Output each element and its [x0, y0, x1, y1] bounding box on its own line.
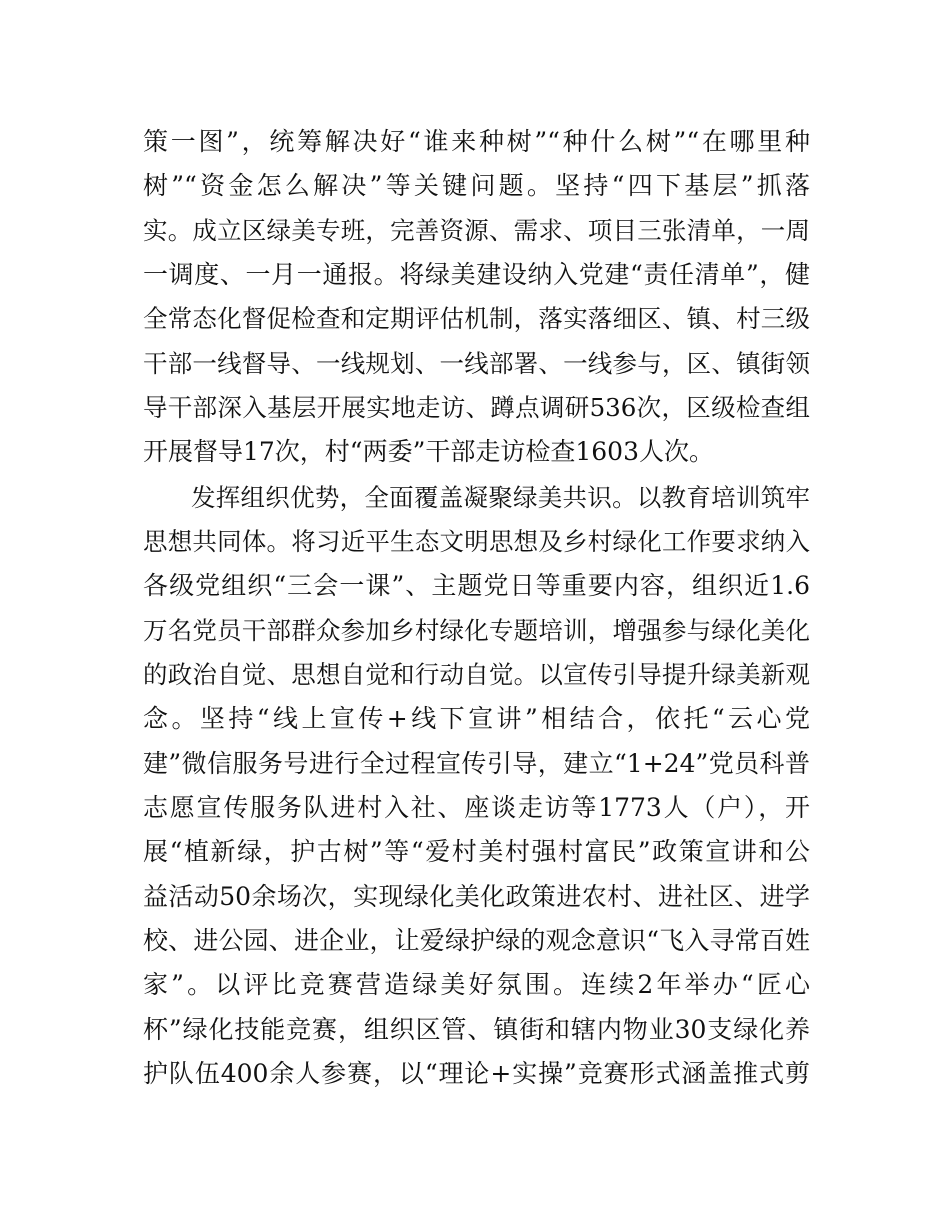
paragraph-2-line-8: 志愿宣传服务队进村入社、座谈走访等1773人（户），开 [143, 793, 810, 822]
paragraph-1-line-4: 一调度、一月一通报。将绿美建设纳入党建“责任清单”，健 [143, 260, 810, 289]
paragraph-2-line-6: 念。坚持“线上宣传+线下宣讲”相结合，依托“云心党 [143, 704, 810, 733]
paragraph-2-line-3: 各级党组织“三会一课”、主题党日等重要内容，组织近1.6 [143, 571, 810, 600]
paragraph-2-line-13: 杯”绿化技能竞赛，组织区管、镇街和辖内物业30支绿化养 [143, 1015, 810, 1044]
paragraph-2-line-5: 的政治自觉、思想自觉和行动自觉。以宣传引导提升绿美新观 [143, 660, 810, 689]
paragraph-2-line-10: 益活动50余场次，实现绿化美化政策进农村、进社区、进学 [143, 882, 810, 911]
paragraph-2-line-14: 护队伍400余人参赛，以“理论+实操”竞赛形式涵盖推式剪 [143, 1059, 810, 1088]
paragraph-2-line-2: 思想共同体。将习近平生态文明思想及乡村绿化工作要求纳入 [143, 527, 810, 556]
paragraph-1-line-7: 导干部深入基层开展实地走访、蹲点调研536次，区级检查组 [143, 393, 810, 422]
paragraph-1-line-8: 开展督导17次，村“两委”干部走访检查1603人次。 [143, 437, 714, 466]
paragraph-1-line-1: 策一图”，统筹解决好“谁来种树”“种什么树”“在哪里种 [143, 127, 810, 156]
paragraph-1-line-2: 树”“资金怎么解决”等关键问题。坚持“四下基层”抓落 [143, 171, 810, 200]
paragraph-2-line-7: 建”微信服务号进行全过程宣传引导，建立“1+24”党员科普 [143, 749, 810, 778]
paragraph-2-line-12: 家”。以评比竞赛营造绿美好氛围。连续2年举办“匠心 [143, 970, 810, 999]
paragraph-2-line-4: 万名党员干部群众参加乡村绿化专题培训，增强参与绿化美化 [143, 616, 810, 645]
paragraph-1-line-5: 全常态化督促检查和定期评估机制，落实落细区、镇、村三级 [143, 304, 810, 333]
paragraph-1-line-3: 实。成立区绿美专班，完善资源、需求、项目三张清单，一周 [143, 216, 810, 245]
paragraph-1-line-6: 干部一线督导、一线规划、一线部署、一线参与，区、镇街领 [143, 349, 810, 378]
paragraph-2-line-9: 展“植新绿，护古树”等“爱村美村强村富民”政策宣讲和公 [143, 837, 810, 866]
paragraph-2-line-1: 发挥组织优势，全面覆盖凝聚绿美共识。以教育培训筑牢 [191, 483, 810, 512]
paragraph-2-line-11: 校、进公园、进企业，让爱绿护绿的观念意识“飞入寻常百姓 [143, 926, 810, 955]
